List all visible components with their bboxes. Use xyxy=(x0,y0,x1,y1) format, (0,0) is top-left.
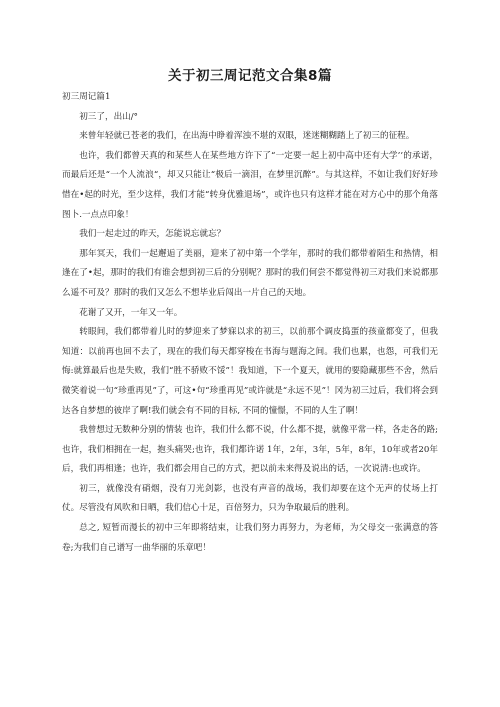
document-title: 关于初三周记范文合集8篇 xyxy=(168,68,332,84)
paragraph-6: 花谢了又开，一年又一年。 xyxy=(79,307,183,318)
paragraph-2: 来曾年轻就已苍老的我们，在出海中睁着浑浊不堪的双眼，迷迷糊糊踏上了初三的征程。 xyxy=(79,131,415,142)
paragraph-1: 初三了，出山/° xyxy=(79,111,138,122)
paragraph-7: 转眼间，我们都带着儿时的梦迎来了梦寐以求的初三，以前那个调皮捣蛋的孩童都变了，但我知道：以前再也回不去了，现在的我们每天都穿梭在书海与题海之间。我们也累，也怨，可我们无悔:就算最后也是失败，我们“胜不骄败不馁”！我知道，下一个夏天，就用的要隐藏那些不舍，然后微笑着说一句“珍重再见”了，可这•句“珍重再见”或许就是“永远不见”！冈为初三过后，我们将会到达各自梦想的彼岸了啊!我们就会有不同的目标, 不同的憧憬，不同的人生了啊！ xyxy=(62,327,438,416)
document-body xyxy=(62,88,438,558)
section-heading: 初三周记篇1 xyxy=(62,92,111,102)
paragraph-5: 那年冥天，我们一起邂逅了美丽，迎来了初中第一个学年，那时的我们都带着陌生和热情，相逢在了•起，那时的我们有谁会想到初三后的分别呢？那时的我们何尝不都觉得初三对我们来说都那么遥不可及？那时的我们又怎么不想毕业后闯出一片自己的天地。 xyxy=(62,248,438,298)
paragraph-4: 我们一起走过的昨天，怎能说忘就忘？ xyxy=(79,229,226,240)
paragraph-8: 我曾想过无数种分别的情装 也许，我们什么都不说，什么都不提，就像平常一样，各走各的路;也许，我们相拥在一起，抱头痛哭;也许，我们都许诺 1年，2年，3年，5年，8年，10年或者20年后，我们再相逢；也许，我们都会用自己的方式，把以前未来得及说出的话，一次说清:也或许。 xyxy=(62,425,438,475)
paragraph-3: 也许，我们都曾天真的和某些人在某些地方许下了“一定要一起上初中高中还有大学’’的承诺，而最后还是“一个人流浪“，却又只能让“极后一滴泪，在梦里沉醉”。与其这样，不如让我们好好珍惜在•起的时光，至少这样，我们才能“转身优雅退场”，或许也只有这样才能在对方心中的那个角落图卜.一点点印象！ xyxy=(62,150,438,220)
paragraph-10: 总之, 短暂而漫长的初中三年即将结束，让我们努力再努力，为老师，为父母交一张满意的答卷;为我们自己谱写一曲华丽的乐章吧！ xyxy=(62,523,438,553)
paragraph-9: 初三，就像没有硝烟，没有刀光剑影，也没有声音的战场，我们却要在这个无声的仗场上打仗。尽管没有风吹和日晒，我们信心十足，百倍努力，只为争取最后的胜利。 xyxy=(62,483,438,514)
